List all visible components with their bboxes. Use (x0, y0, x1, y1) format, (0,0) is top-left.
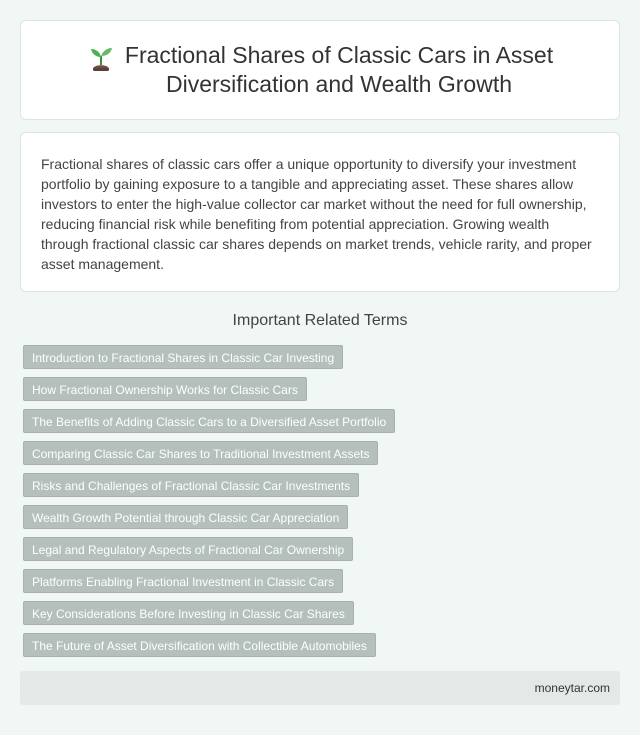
header-card (20, 20, 620, 120)
page-title-line-2: Diversification and Wealth Growth (166, 71, 512, 97)
related-term-link[interactable]: Introduction to Fractional Shares in Classic Car Investing (23, 345, 343, 369)
header-inner (87, 41, 553, 99)
related-term-link[interactable]: How Fractional Ownership Works for Classic Cars (23, 377, 307, 401)
related-term-link[interactable]: The Future of Asset Diversification with Collectible Automobiles (23, 633, 376, 657)
page-title-line-1: Fractional Shares of Classic Cars in Asset (124, 42, 554, 68)
summary-card (20, 132, 620, 292)
related-term-link[interactable]: Wealth Growth Potential through Classic Car Appreciation (23, 505, 348, 529)
related-term-link[interactable]: Comparing Classic Car Shares to Traditional Investment Assets (23, 441, 378, 465)
related-term-link[interactable]: Key Considerations Before Investing in Classic Car Shares (23, 601, 354, 625)
seedling-icon (87, 43, 115, 77)
footer (20, 671, 620, 705)
related-term-link[interactable]: Risks and Challenges of Fractional Classic Car Investments (23, 473, 359, 497)
footer-site-name[interactable]: moneytar.com (534, 681, 610, 695)
related-term-link[interactable]: Legal and Regulatory Aspects of Fractional Car Ownership (23, 537, 353, 561)
related-term-link[interactable]: Platforms Enabling Fractional Investment in Classic Cars (23, 569, 343, 593)
summary-text: Fractional shares of classic cars offer a unique opportunity to diversify your investment portfolio by gaining exposure to a tangible and appreciating asset. These shares allow investors to enter the high-value collector car market without the need for full ownership, reducing financial risk while benefiting from potential appreciation. Growing wealth through fractional classic car shares depends on market trends, vehicle rarity, and proper asset management. (41, 156, 592, 272)
page-title (125, 41, 553, 99)
related-terms-heading: Important Related Terms (232, 312, 408, 329)
related-term-link[interactable]: The Benefits of Adding Classic Cars to a Diversified Asset Portfolio (23, 409, 395, 433)
related-terms-list (23, 345, 603, 665)
